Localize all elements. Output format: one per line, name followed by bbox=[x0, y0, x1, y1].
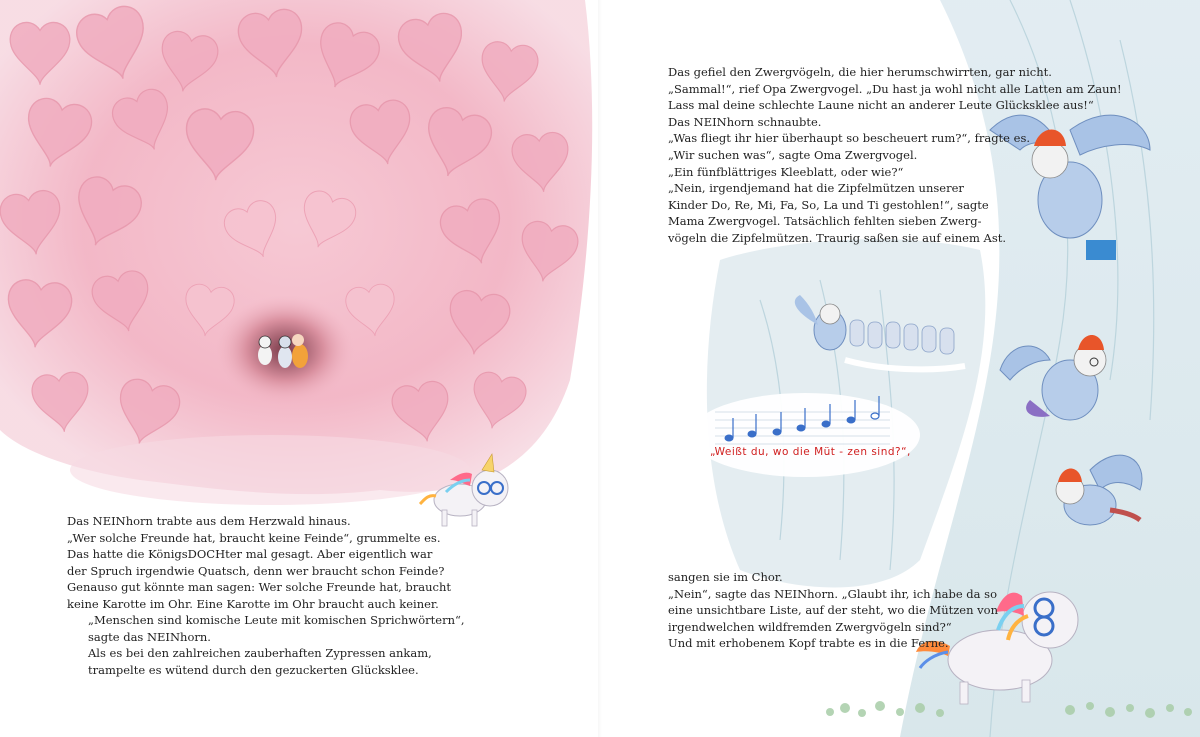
text-line: Kinder Do, Re, Mi, Fa, So, La und Ti gestohlen!“, sagte bbox=[668, 197, 989, 212]
text-line: vögeln die Zipfelmützen. Traurig saßen sie auf einem Ast. bbox=[668, 230, 1006, 245]
text-line: „Nein“, sagte das NEINhorn. „Glaubt ihr, ich habe da so bbox=[668, 586, 998, 601]
text-line: Das NEINhorn trabte aus dem Herzwald hinaus. bbox=[67, 514, 351, 528]
text-line: sagte das NEINhorn. bbox=[88, 629, 211, 644]
text-line: Als es bei den zahlreichen zauberhaften Zypressen ankam, bbox=[88, 646, 432, 661]
text-line: „Was fliegt ihr hier überhaupt so bescheuert rum?“, fragte es. bbox=[668, 131, 1031, 146]
text-line: irgendwelchen wildfremden Zwergvögeln sind?“ bbox=[668, 619, 952, 634]
text-line: trampelte es wütend durch den gezuckerten Glücksklee. bbox=[88, 662, 419, 677]
text-line: „Wir suchen was“, sagte Oma Zwergvogel. bbox=[668, 147, 918, 162]
right-page-text-bottom bbox=[668, 569, 998, 652]
book-gutter bbox=[598, 0, 602, 737]
text-line: Genauso gut könnte man sagen: Wer solche Freunde hat, braucht bbox=[67, 580, 452, 595]
text-line: „Nein, irgendjemand hat die Zipfelmützen unserer bbox=[668, 181, 964, 196]
left-page-paragraph-1 bbox=[67, 513, 451, 613]
text-line: Lass mal deine schlechte Laune nicht an anderer Leute Glücksklee aus!“ bbox=[668, 98, 1094, 113]
text-line: „Sammal!“, rief Opa Zwergvogel. „Du hast ja wohl nicht alle Latten am Zaun! bbox=[668, 81, 1122, 96]
text-line: „Ein fünfblättriges Kleeblatt, oder wie?“ bbox=[668, 164, 904, 179]
text-line: „Menschen sind komische Leute mit komischen Sprichwörtern“, bbox=[88, 613, 465, 627]
text-line: der Spruch irgendwie Quatsch, denn wer braucht schon Feinde? bbox=[67, 563, 445, 578]
text-line: Und mit erhobenem Kopf trabte es in die Ferne. bbox=[668, 636, 949, 651]
music-notes-bubble bbox=[690, 393, 920, 477]
text-line: „Wer solche Freunde hat, braucht keine Feinde“, grummelte es. bbox=[67, 530, 441, 545]
text-line: Das hatte die KönigsDOCHter mal gesagt. Aber eigentlich war bbox=[67, 547, 433, 562]
song-lyric: „Weißt du, wo die Müt - zen sind?“, bbox=[710, 446, 911, 458]
text-line: Mama Zwergvogel. Tatsächlich fehlten sieben Zwerg- bbox=[668, 214, 982, 229]
text-line: Das gefiel den Zwergvögeln, die hier herumschwirrten, gar nicht. bbox=[668, 65, 1052, 79]
right-page-text-top bbox=[668, 64, 1122, 247]
text-line: keine Karotte im Ohr. Eine Karotte im Ohr braucht auch keiner. bbox=[67, 596, 439, 611]
text-line: sangen sie im Chor. bbox=[668, 570, 783, 584]
heart-forest-illustration bbox=[0, 0, 592, 505]
text-line: eine unsichtbare Liste, auf der steht, wo die Mützen von bbox=[668, 603, 998, 618]
left-page-paragraph-2 bbox=[88, 612, 465, 678]
characters-in-tunnel bbox=[258, 334, 308, 368]
text-line: Das NEINhorn schnaubte. bbox=[668, 114, 822, 129]
